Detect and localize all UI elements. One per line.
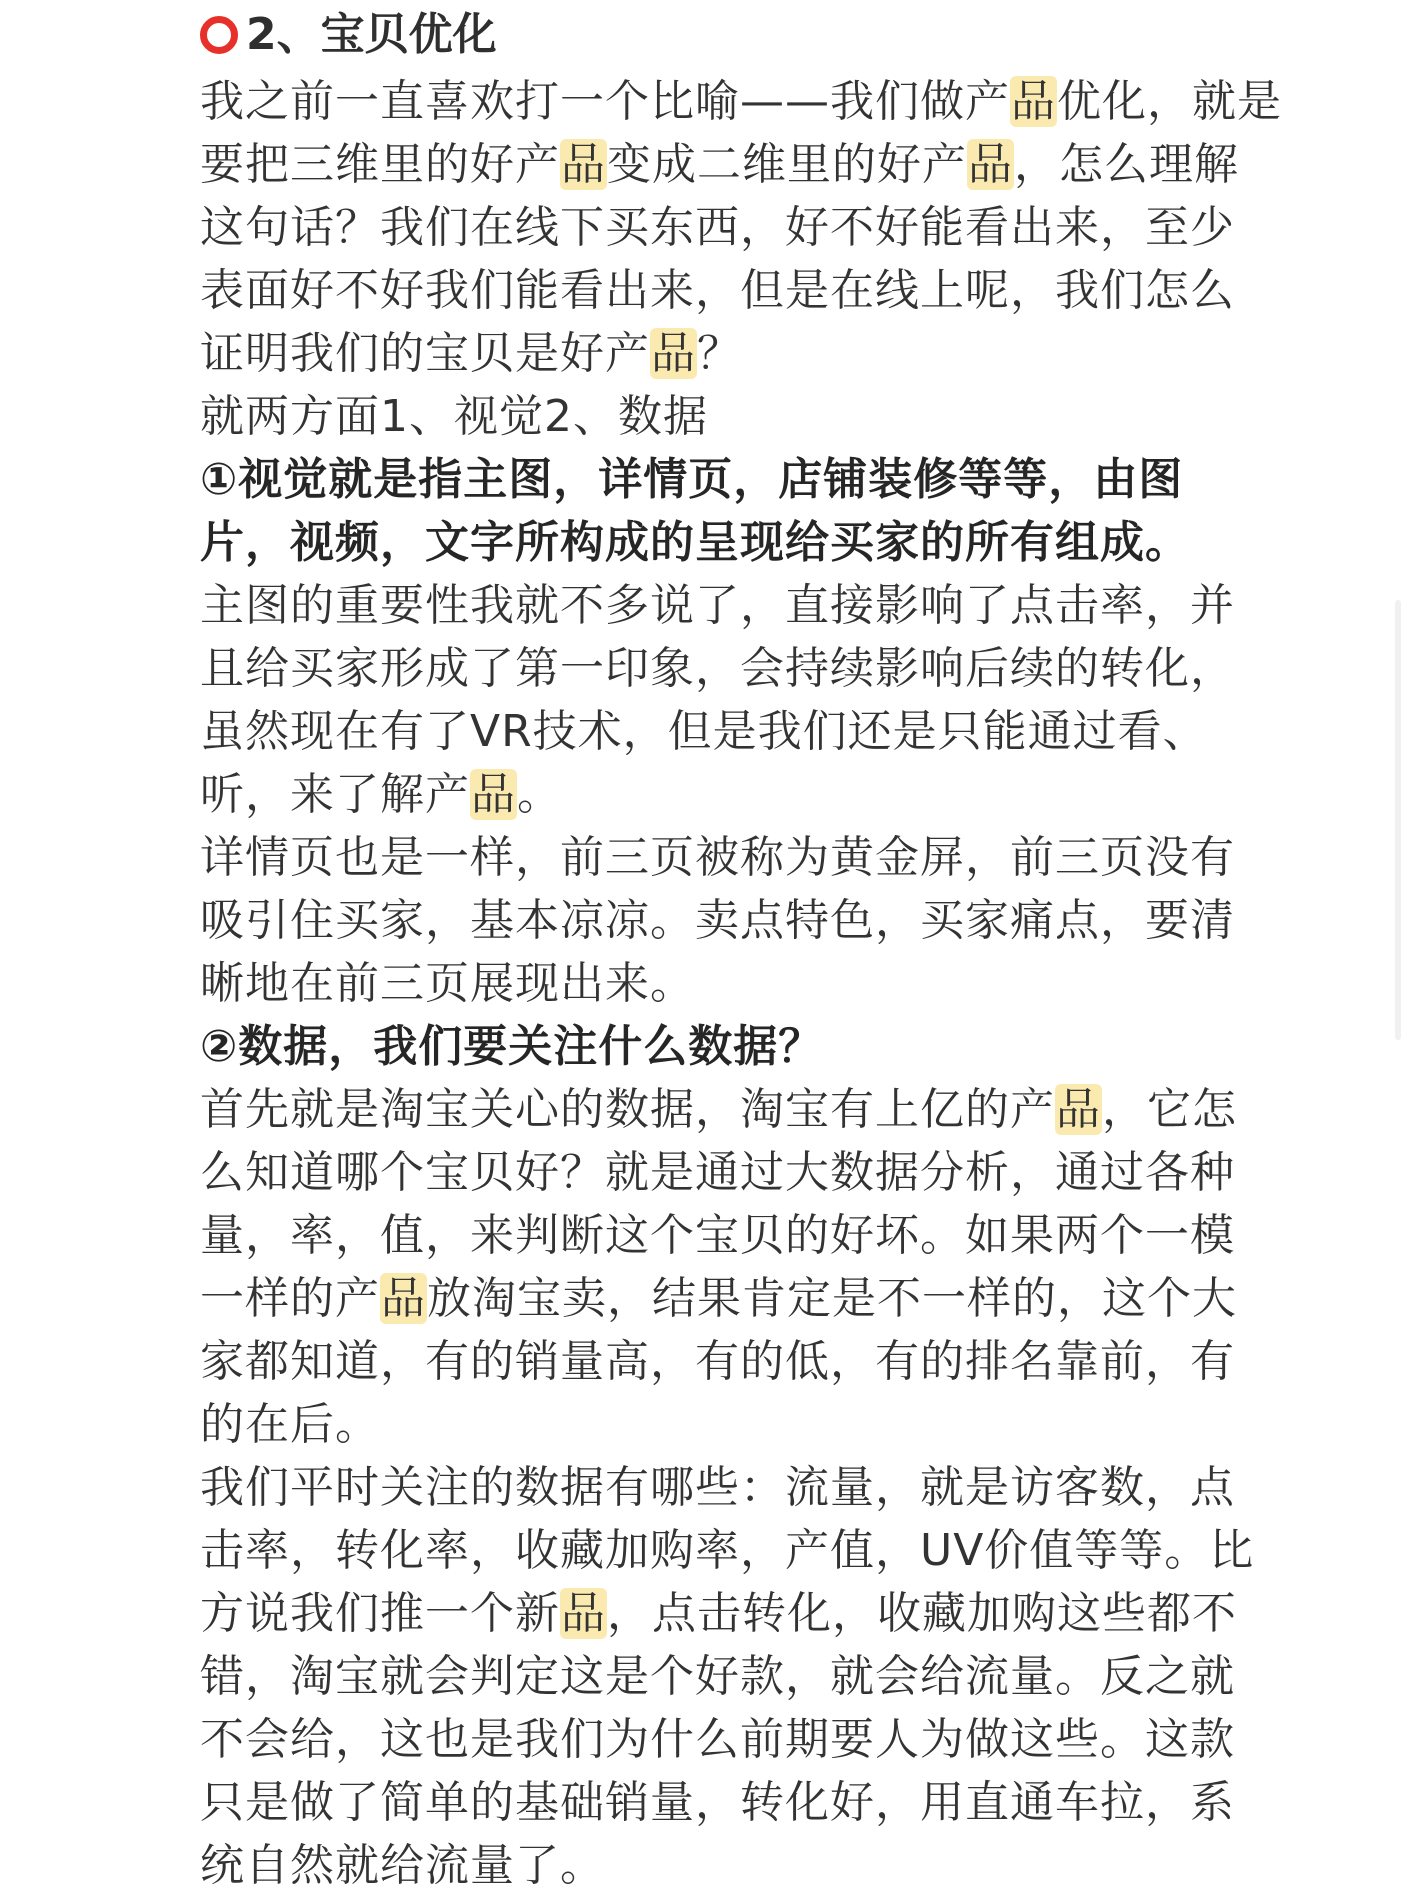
text-line: 听，来了解产品。 bbox=[200, 769, 562, 820]
section-heading bbox=[200, 0, 1240, 70]
text-line: 主图的重要性我就不多说了，直接影响了点击率，并 bbox=[200, 580, 1235, 631]
text-line: 只是做了简单的基础销量，转化好，用直通车拉，系 bbox=[200, 1777, 1235, 1828]
highlight-mark: 品 bbox=[651, 328, 696, 379]
text-line: 虽然现在有了VR技术，但是我们还是只能通过看、 bbox=[200, 706, 1208, 757]
text-line: 量，率，值，来判断这个宝贝的好坏。如果两个一模 bbox=[200, 1210, 1235, 1261]
text-line: 详情页也是一样，前三页被称为黄金屏，前三页没有 bbox=[200, 832, 1235, 883]
bold-text-line: ①视觉就是指主图，详情页，店铺装修等等，由图 bbox=[200, 454, 1184, 505]
text-line: 这句话？我们在线下买东西，好不好能看出来，至少 bbox=[200, 202, 1235, 253]
text-line: 我们平时关注的数据有哪些：流量，就是访客数，点 bbox=[200, 1462, 1235, 1513]
highlight-mark: 品 bbox=[561, 139, 606, 190]
text-line: 错，淘宝就会判定这是个好款，就会给流量。反之就 bbox=[200, 1651, 1235, 1702]
highlight-mark: 品 bbox=[1011, 76, 1056, 127]
text-line: 么知道哪个宝贝好？就是通过大数据分析，通过各种 bbox=[200, 1147, 1235, 1198]
text-line: 且给买家形成了第一印象，会持续影响后续的转化， bbox=[200, 643, 1235, 694]
red-circle-icon bbox=[200, 16, 238, 54]
highlight-mark: 品 bbox=[968, 139, 1013, 190]
text-line: 证明我们的宝贝是好产品？ bbox=[200, 328, 742, 379]
bold-text-line: ②数据，我们要关注什么数据？ bbox=[200, 1021, 824, 1072]
text-line: 吸引住买家，基本凉凉。卖点特色，买家痛点，要清 bbox=[200, 895, 1235, 946]
text-line: 首先就是淘宝关心的数据，淘宝有上亿的产品，它怎 bbox=[200, 1084, 1237, 1135]
highlight-mark: 品 bbox=[471, 769, 516, 820]
text-line: 晰地在前三页展现出来。 bbox=[200, 958, 695, 1009]
text-line: 的在后。 bbox=[200, 1399, 380, 1450]
text-line: 表面好不好我们能看出来，但是在线上呢，我们怎么 bbox=[200, 265, 1235, 316]
text-line: 不会给，这也是我们为什么前期要人为做这些。这款 bbox=[200, 1714, 1235, 1765]
highlight-mark: 品 bbox=[1056, 1084, 1101, 1135]
text-line: 要把三维里的好产品变成二维里的好产品，怎么理解 bbox=[200, 139, 1239, 190]
text-line: 击率，转化率，收藏加购率，产值，UV价值等等。比 bbox=[200, 1525, 1255, 1576]
highlight-mark: 品 bbox=[381, 1273, 426, 1324]
text-line: 一样的产品放淘宝卖，结果肯定是不一样的，这个大 bbox=[200, 1273, 1237, 1324]
scrollbar[interactable] bbox=[1395, 600, 1401, 1040]
text-line: 我之前一直喜欢打一个比喻——我们做产品优化，就是 bbox=[200, 76, 1282, 127]
text-line: 方说我们推一个新品，点击转化，收藏加购这些都不 bbox=[200, 1588, 1237, 1639]
text-line: 家都知道，有的销量高，有的低，有的排名靠前，有 bbox=[200, 1336, 1235, 1387]
section-heading-text: 2、宝贝优化 bbox=[246, 9, 497, 60]
article bbox=[200, 0, 1282, 1897]
text-line: 统自然就给流量了。 bbox=[200, 1840, 605, 1891]
text-line: 就两方面1、视觉2、数据 bbox=[200, 391, 708, 442]
bold-text-line: 片，视频，文字所构成的呈现给买家的所有组成。 bbox=[200, 517, 1190, 568]
highlight-mark: 品 bbox=[561, 1588, 606, 1639]
